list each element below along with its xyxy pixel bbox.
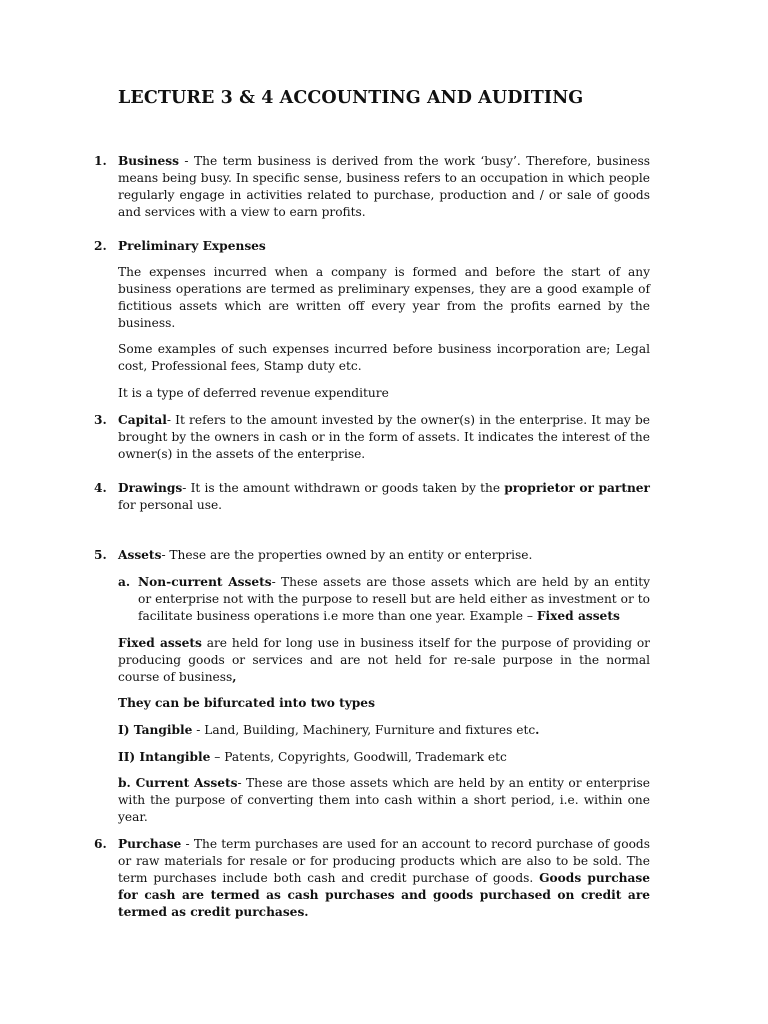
sub-item-body [138, 574, 650, 625]
list-item-business [94, 153, 650, 221]
purchase-bold-sentence: Goods purchase for cash are termed as cash purchases and goods purchased on credit are termed as credit purchases. [118, 871, 650, 919]
list-item-drawings [94, 480, 650, 514]
definition-drawings: - It is the amount withdrawn or goods taken by the [182, 481, 505, 495]
definition-current-assets: - These are those assets which are held by an entity or enterprise with the purpose of converting them into cash within a short period, i.e. within one year. [118, 776, 650, 824]
line-tangible [118, 722, 650, 739]
definition-capital: - It refers to the amount invested by the owner(s) in the enterprise. It may be brought by the owners in cash or in the form of assets. It indicates the interest of the owner(s) in the assets of the enterprise. [118, 413, 650, 461]
fixed-assets-comma: , [232, 670, 237, 684]
definition-fixed-assets: are held for long use in business itself for the purpose of providing or producing goods or services and are not held for re-sale purpose in the normal course of business [118, 636, 650, 684]
intangible-examples: – Patents, Copyrights, Goodwill, Trademark etc [210, 750, 507, 764]
term-tangible: I) Tangible [118, 723, 193, 737]
tangible-examples: - Land, Building, Machinery, Furniture and fixtures etc [192, 723, 536, 737]
page-title: LECTURE 3 & 4 ACCOUNTING AND AUDITING [118, 88, 584, 108]
item-number: 4. [94, 481, 107, 495]
paragraph-preliminary-examples: Some examples of such expenses incurred before business incorporation are; Legal cost, Professional fees, Stamp duty etc. [118, 342, 650, 373]
drawings-bold-phrase: proprietor or partner [504, 481, 650, 495]
item-body [118, 836, 650, 921]
term-purchase: Purchase [118, 837, 182, 851]
paragraph-preliminary-type: It is a type of deferred revenue expenditure [118, 386, 389, 400]
list-item-assets [94, 547, 650, 564]
item-body [118, 480, 650, 514]
term-business: Business [118, 154, 179, 168]
term-intangible: II) Intangible [118, 750, 211, 764]
paragraph-preliminary-definition: The expenses incurred when a company is formed and before the start of any business operations are termed as preliminary expenses, they are a good example of fictitious assets which are written off every year from the profits earned by the business. [118, 265, 650, 330]
item-body [118, 412, 650, 463]
term-capital: Capital [118, 413, 167, 427]
list-item-capital [94, 412, 650, 463]
definition-business: - The term business is derived from the work ‘busy’. Therefore, business means being busy. In specific sense, business refers to an occupation in which people regularly engage in activities related to purchase, production and / or sale of goods and services with a view to earn profits. [118, 154, 650, 219]
term-assets: Assets [118, 548, 162, 562]
paragraph-fixed-assets [118, 635, 650, 686]
sub-item-non-current-assets [118, 574, 650, 625]
example-fixed-assets: Fixed assets [536, 609, 620, 623]
tangible-dot: . [535, 723, 540, 737]
item-number: 1. [94, 154, 107, 168]
heading-two-types [118, 695, 650, 712]
list-item-purchase [94, 836, 650, 921]
item-body [118, 547, 650, 564]
item-body [118, 153, 650, 221]
definition-non-current-assets: - These assets are those assets which are held by an entity or enterprise not with the purpose to resell but are held either as investment or to facilitate business operations i.e more than one year. Example – [138, 575, 650, 623]
definition-drawings-end: for personal use. [118, 498, 223, 512]
term-fixed-assets: Fixed assets [118, 636, 202, 650]
item-number: 3. [94, 413, 107, 427]
term-non-current-assets: Non-current Assets [138, 575, 272, 589]
line-intangible [118, 749, 650, 766]
definition-purchase: - The term purchases are used for an account to record purchase of goods or raw materials for resale or for producing products which are also to be sold. The term purchases include both cash and credit purchase of goods. [118, 837, 650, 885]
item-heading [118, 238, 650, 255]
item-number: 5. [94, 548, 107, 562]
types-heading-text: They can be bifurcated into two types [118, 696, 375, 710]
definition-assets: - These are the properties owned by an entity or enterprise. [161, 548, 533, 562]
paragraph-current-assets [118, 775, 650, 826]
list-item-preliminary-expenses [94, 238, 650, 255]
term-drawings: Drawings [118, 481, 183, 495]
item-number: 6. [94, 837, 107, 851]
term-current-assets: b. Current Assets [118, 776, 238, 790]
term-preliminary-expenses: Preliminary Expenses [118, 239, 266, 253]
item-number: 2. [94, 239, 107, 253]
sub-item-letter: a. [118, 575, 131, 589]
